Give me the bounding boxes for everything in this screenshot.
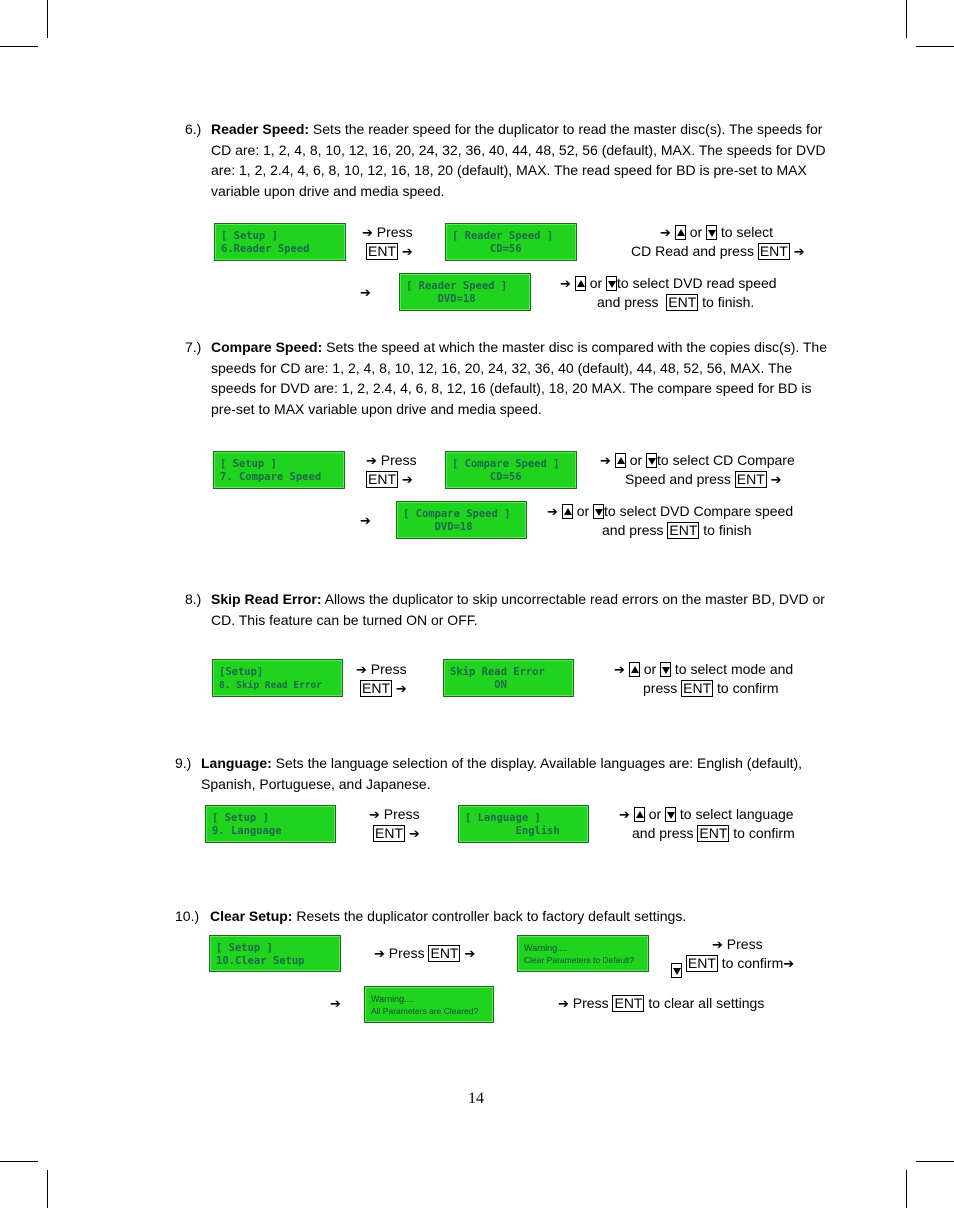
page-number: 14 [468,1090,484,1107]
instruction-select-language: ➔ or to select language and press ENT to confirm [619,806,795,841]
instruction-confirm-clear: ➔ Press ENT to confirm➔ [671,936,794,978]
lcd-line-1: Warning.... [371,994,415,1004]
ent-key: ENT [614,995,643,1011]
section-text [211,337,835,419]
lcd-warning-all-cleared [364,986,494,1023]
instruction-press-ent: ➔ Press ENT ➔ [356,661,407,697]
ent-key: ENT [430,945,459,961]
lcd-compare-speed-dvd [396,501,527,539]
crop-mark [0,1161,38,1162]
section-title: Reader Speed: [211,121,310,137]
section-number: 6.) [185,121,202,137]
lcd-setup-reader-speed [214,223,346,261]
lcd-line-2: DVD=18 [403,521,473,533]
ent-key: ENT [368,242,396,259]
arrow-right-icon: ➔ [464,947,476,962]
lcd-line-1: [Setup] [219,666,264,678]
up-key-icon [629,662,640,677]
arrow-right-icon: ➔ [360,514,371,529]
ent-key: ENT [362,679,390,696]
lcd-line-2: All Parameters are Cleared? [371,1006,479,1016]
crop-mark [906,0,907,38]
ent-key: ENT [759,242,788,259]
lcd-setup-clear-setup [209,935,341,972]
lcd-setup-compare-speed [213,451,345,489]
instruction-select-dvd-compare: ➔ or to select DVD Compare speed and press ENT to finish [547,503,794,538]
section-body: Sets the language selection of the display. Available languages are: English (default), Spanish, Portuguese, and Japanese. [201,755,803,792]
ent-key: ENT [368,470,396,487]
lcd-line-2: 9. Language [212,825,282,837]
arrow-right-icon: ➔ [600,454,611,469]
arrow-right-icon: ➔ [366,454,377,469]
section-text [210,906,835,927]
arrow-right-icon: ➔ [619,808,630,823]
section-number: 10.) [175,908,200,924]
lcd-line-2: 6.Reader Speed [221,243,310,255]
instruction-press-ent: ➔ Press ENT ➔ [362,224,413,260]
crop-mark [0,46,38,47]
arrow-right-icon: ➔ [395,681,407,697]
section-text [201,753,835,794]
section-text [211,589,835,630]
lcd-line-2: CD=56 [452,243,522,255]
lcd-line-1: [ Language ] [465,812,541,824]
arrow-right-icon: ➔ [783,956,795,972]
crop-mark [47,1170,48,1208]
down-key-icon [706,225,717,240]
ent-key: ENT [375,824,403,841]
arrow-right-icon: ➔ [558,997,569,1012]
lcd-line-1: [ Compare Speed ] [403,508,511,520]
arrow-right-icon: ➔ [356,663,367,678]
section-body: Sets the speed at which the master disc is compared with the copies disc(s). The speeds for CD are: 1, 2, 4, 8, 10, 12, 16, 20, 24, 32, 36, 40 (default), 44, 48, 52, 56, MAX. The speeds for DVD are: 1, 2, 2.4, 4, 6, 8, 12, 16 (default), 18, 20 MAX. The compare speed for BD is pre-set to MAX variable upon drive and media speed. [211,339,828,417]
lcd-line-1: Skip Read Error [450,666,545,678]
lcd-line-2: DVD=18 [406,293,476,305]
lcd-line-1: [ Setup ] [220,458,277,470]
instruction-clear-all: ➔ Press ENT to clear all settings [558,995,765,1012]
instruction-select-cd-compare: ➔ or to select CD Compare Speed and press ENT ➔ [600,452,795,488]
up-key-icon [675,225,686,240]
instruction-press-ent: ➔ Press ENT ➔ [369,806,420,842]
instruction-select-cd-read: ➔ or to select CD Read and press ENT ➔ [631,224,805,260]
lcd-line-2: 10.Clear Setup [216,955,305,967]
up-key-icon [615,453,626,468]
lcd-line-2: Clear Parameters to Default? [524,955,635,965]
section-body: Sets the reader speed for the duplicator to read the master disc(s). The speeds for CD are: 1, 2, 4, 8, 10, 12, 16, 20, 24, 32, 36, 40, 44, 48, 52, 56 (default), MAX. The speeds for DVD are: 1, 2, 2.4, 4, 6, 8, 10, 12, 16, 18, 20 (default), MAX. The read speed for BD is pre-set to MAX variable upon drive and media speed. [211,121,826,199]
crop-mark [916,46,954,47]
lcd-line-2: 7. Compare Speed [220,471,322,483]
down-key-icon [593,504,604,519]
lcd-line-1: [ Reader Speed ] [406,280,508,292]
arrow-right-icon: ➔ [712,938,723,953]
ent-key: ENT [736,470,765,487]
down-key-icon [671,963,682,978]
lcd-line-1: [ Compare Speed ] [452,458,560,470]
down-key-icon [660,662,671,677]
arrow-right-icon: ➔ [401,244,413,260]
lcd-line-2: English [465,825,560,837]
lcd-setup-skip-read-error [212,659,343,697]
arrow-right-icon: ➔ [330,997,341,1012]
down-key-icon [646,453,657,468]
lcd-warning-clear-default [517,935,649,972]
arrow-right-icon: ➔ [560,277,571,292]
lcd-skip-read-error-on [443,659,574,697]
lcd-line-1: [ Setup ] [216,942,273,954]
lcd-line-2: ON [450,679,507,691]
lcd-language-english [458,805,589,843]
crop-mark [47,0,48,38]
arrow-right-icon: ➔ [360,286,371,301]
up-key-icon [562,504,573,519]
lcd-line-1: [ Setup ] [221,230,278,242]
arrow-right-icon: ➔ [374,947,385,962]
lcd-reader-speed-dvd [399,273,531,311]
lcd-reader-speed-cd [445,223,577,261]
section-number: 8.) [185,591,202,607]
section-title: Compare Speed: [211,339,323,355]
lcd-line-1: [ Reader Speed ] [452,230,554,242]
instruction-press-ent: ➔ Press ENT ➔ [366,452,417,488]
lcd-line-2: 8. Skip Read Error [219,680,322,691]
arrow-right-icon: ➔ [770,472,782,488]
arrow-connector [360,512,371,531]
lcd-compare-speed-cd [445,451,577,489]
lcd-line-2: CD=56 [452,471,522,483]
ent-key: ENT [699,824,728,841]
lcd-setup-language [205,805,336,843]
down-key-icon [665,807,676,822]
section-body: Resets the duplicator controller back to factory default settings. [292,908,687,924]
instruction-select-mode: ➔ or to select mode and press ENT to confirm [614,661,794,696]
ent-key: ENT [683,679,712,696]
lcd-line-1: Warning.... [524,943,568,953]
arrow-right-icon: ➔ [408,826,420,842]
arrow-right-icon: ➔ [614,663,625,678]
section-number: 7.) [185,339,202,355]
section-text [211,119,835,201]
section-number: 9.) [175,755,192,771]
section-body: Allows the duplicator to skip uncorrectable read errors on the master BD, DVD or CD. This feature can be turned ON or OFF. [211,591,825,628]
up-key-icon [634,807,645,822]
up-key-icon [575,276,586,291]
arrow-right-icon: ➔ [547,505,558,520]
section-title: Skip Read Error: [211,591,322,607]
instruction-select-dvd-read: ➔ or to select DVD read speed and press ENT to finish. [560,275,777,310]
lcd-line-1: [ Setup ] [212,812,269,824]
ent-key: ENT [669,521,698,538]
section-title: Clear Setup: [210,908,293,924]
arrow-right-icon: ➔ [660,226,671,241]
arrow-right-icon: ➔ [401,472,413,488]
crop-mark [916,1161,954,1162]
section-title: Language: [201,755,272,771]
crop-mark [906,1170,907,1208]
ent-key: ENT [687,954,716,971]
instruction-press-ent: ➔ Press ENT ➔ [374,945,476,962]
arrow-right-icon: ➔ [362,226,373,241]
arrow-connector [360,284,371,303]
arrow-right-icon: ➔ [369,808,380,823]
arrow-right-icon: ➔ [793,244,805,260]
arrow-connector [330,995,341,1014]
down-key-icon [606,276,617,291]
ent-key: ENT [668,293,697,310]
